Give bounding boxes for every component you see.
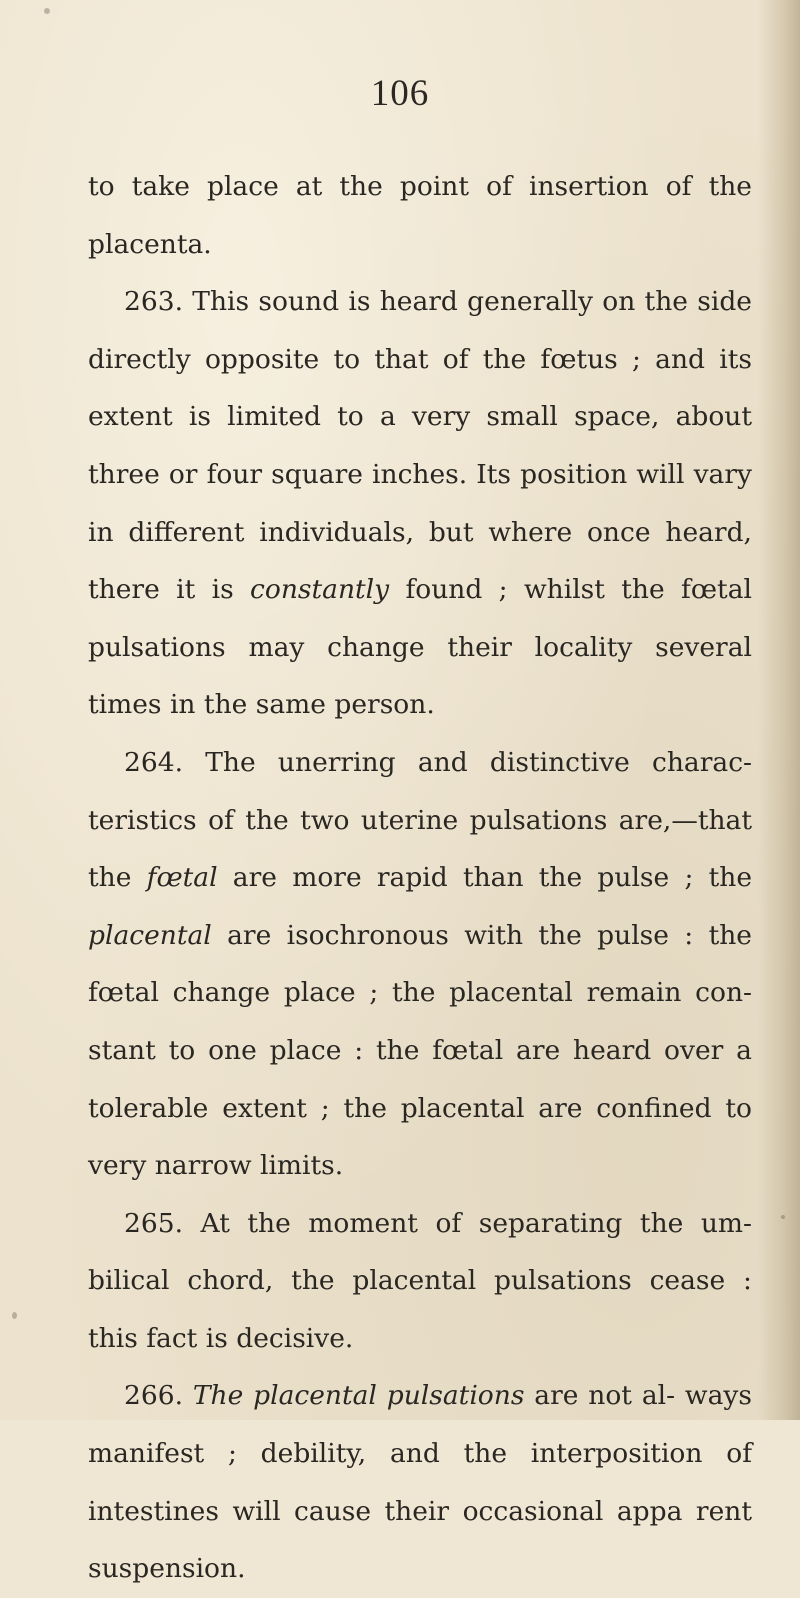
- text-line: ways manifest ; debility, and the interposition: [88, 1380, 752, 1470]
- paragraph-continuation: [88, 158, 752, 273]
- text-line: vary in different individuals, but where once: [88, 458, 752, 548]
- paper-speck: [44, 8, 50, 14]
- paragraph-264: [88, 734, 752, 1195]
- italic-phrase: placental: [88, 919, 212, 951]
- text-line: its extent is limited to a very small space, about: [88, 343, 752, 433]
- italic-phrase: constantly: [250, 574, 390, 606]
- italic-phrase: The placental pulsations: [192, 1380, 525, 1412]
- page-number: 106: [370, 73, 430, 114]
- text-line: the fœtal are more rapid than the pulse ; the: [88, 862, 753, 894]
- text-line: tolerable extent ; the placental are confined to: [88, 1092, 752, 1124]
- text-line: times in the same person.: [88, 689, 435, 721]
- text-line: bilical chord, the placental pulsations cease :: [88, 1265, 752, 1297]
- paragraph-265: [88, 1195, 752, 1368]
- page-edge-shadow: [758, 0, 800, 1420]
- text-line: 263. This sound is heard generally on the: [124, 286, 688, 318]
- text-line: 265. At the moment of separating the um-: [124, 1207, 752, 1239]
- text-line: side directly opposite to that of the fœtus ; and: [88, 286, 752, 375]
- text-line: placenta.: [88, 228, 212, 260]
- text-line: three or four square inches. Its position will: [88, 458, 685, 490]
- text-line: fœtal pulsations may change their locality several: [88, 574, 752, 663]
- text-line: 266. The placental pulsations are not al-: [124, 1380, 676, 1412]
- text-line: to take place at the point of insertion of the: [88, 171, 752, 202]
- text-line: 264. The unerring and distinctive charac-: [124, 746, 752, 778]
- text-line: fœtal change place ; the placental remain con-: [88, 977, 752, 1009]
- italic-phrase: fœtal: [146, 862, 218, 894]
- paper-speck: [781, 1215, 785, 1219]
- paper-speck: [12, 1312, 17, 1319]
- body-text: [88, 158, 752, 1598]
- paragraph-263: [88, 273, 752, 734]
- text-line: very narrow limits.: [88, 1150, 344, 1182]
- text-line: heard, there it is constantly found ; whilst the: [88, 516, 752, 606]
- text-line: teristics of the two uterine pulsations are,—that: [88, 804, 752, 836]
- text-line: stant to one place : the fœtal are heard over a: [88, 1034, 752, 1066]
- text-line: this fact is decisive.: [88, 1322, 354, 1354]
- text-line: placental are isochronous with the pulse : the: [88, 919, 752, 951]
- paragraph-266: [88, 1367, 752, 1597]
- text-line: rent suspension.: [88, 1495, 752, 1585]
- text-line: of intestines will cause their occasional appa: [88, 1438, 752, 1527]
